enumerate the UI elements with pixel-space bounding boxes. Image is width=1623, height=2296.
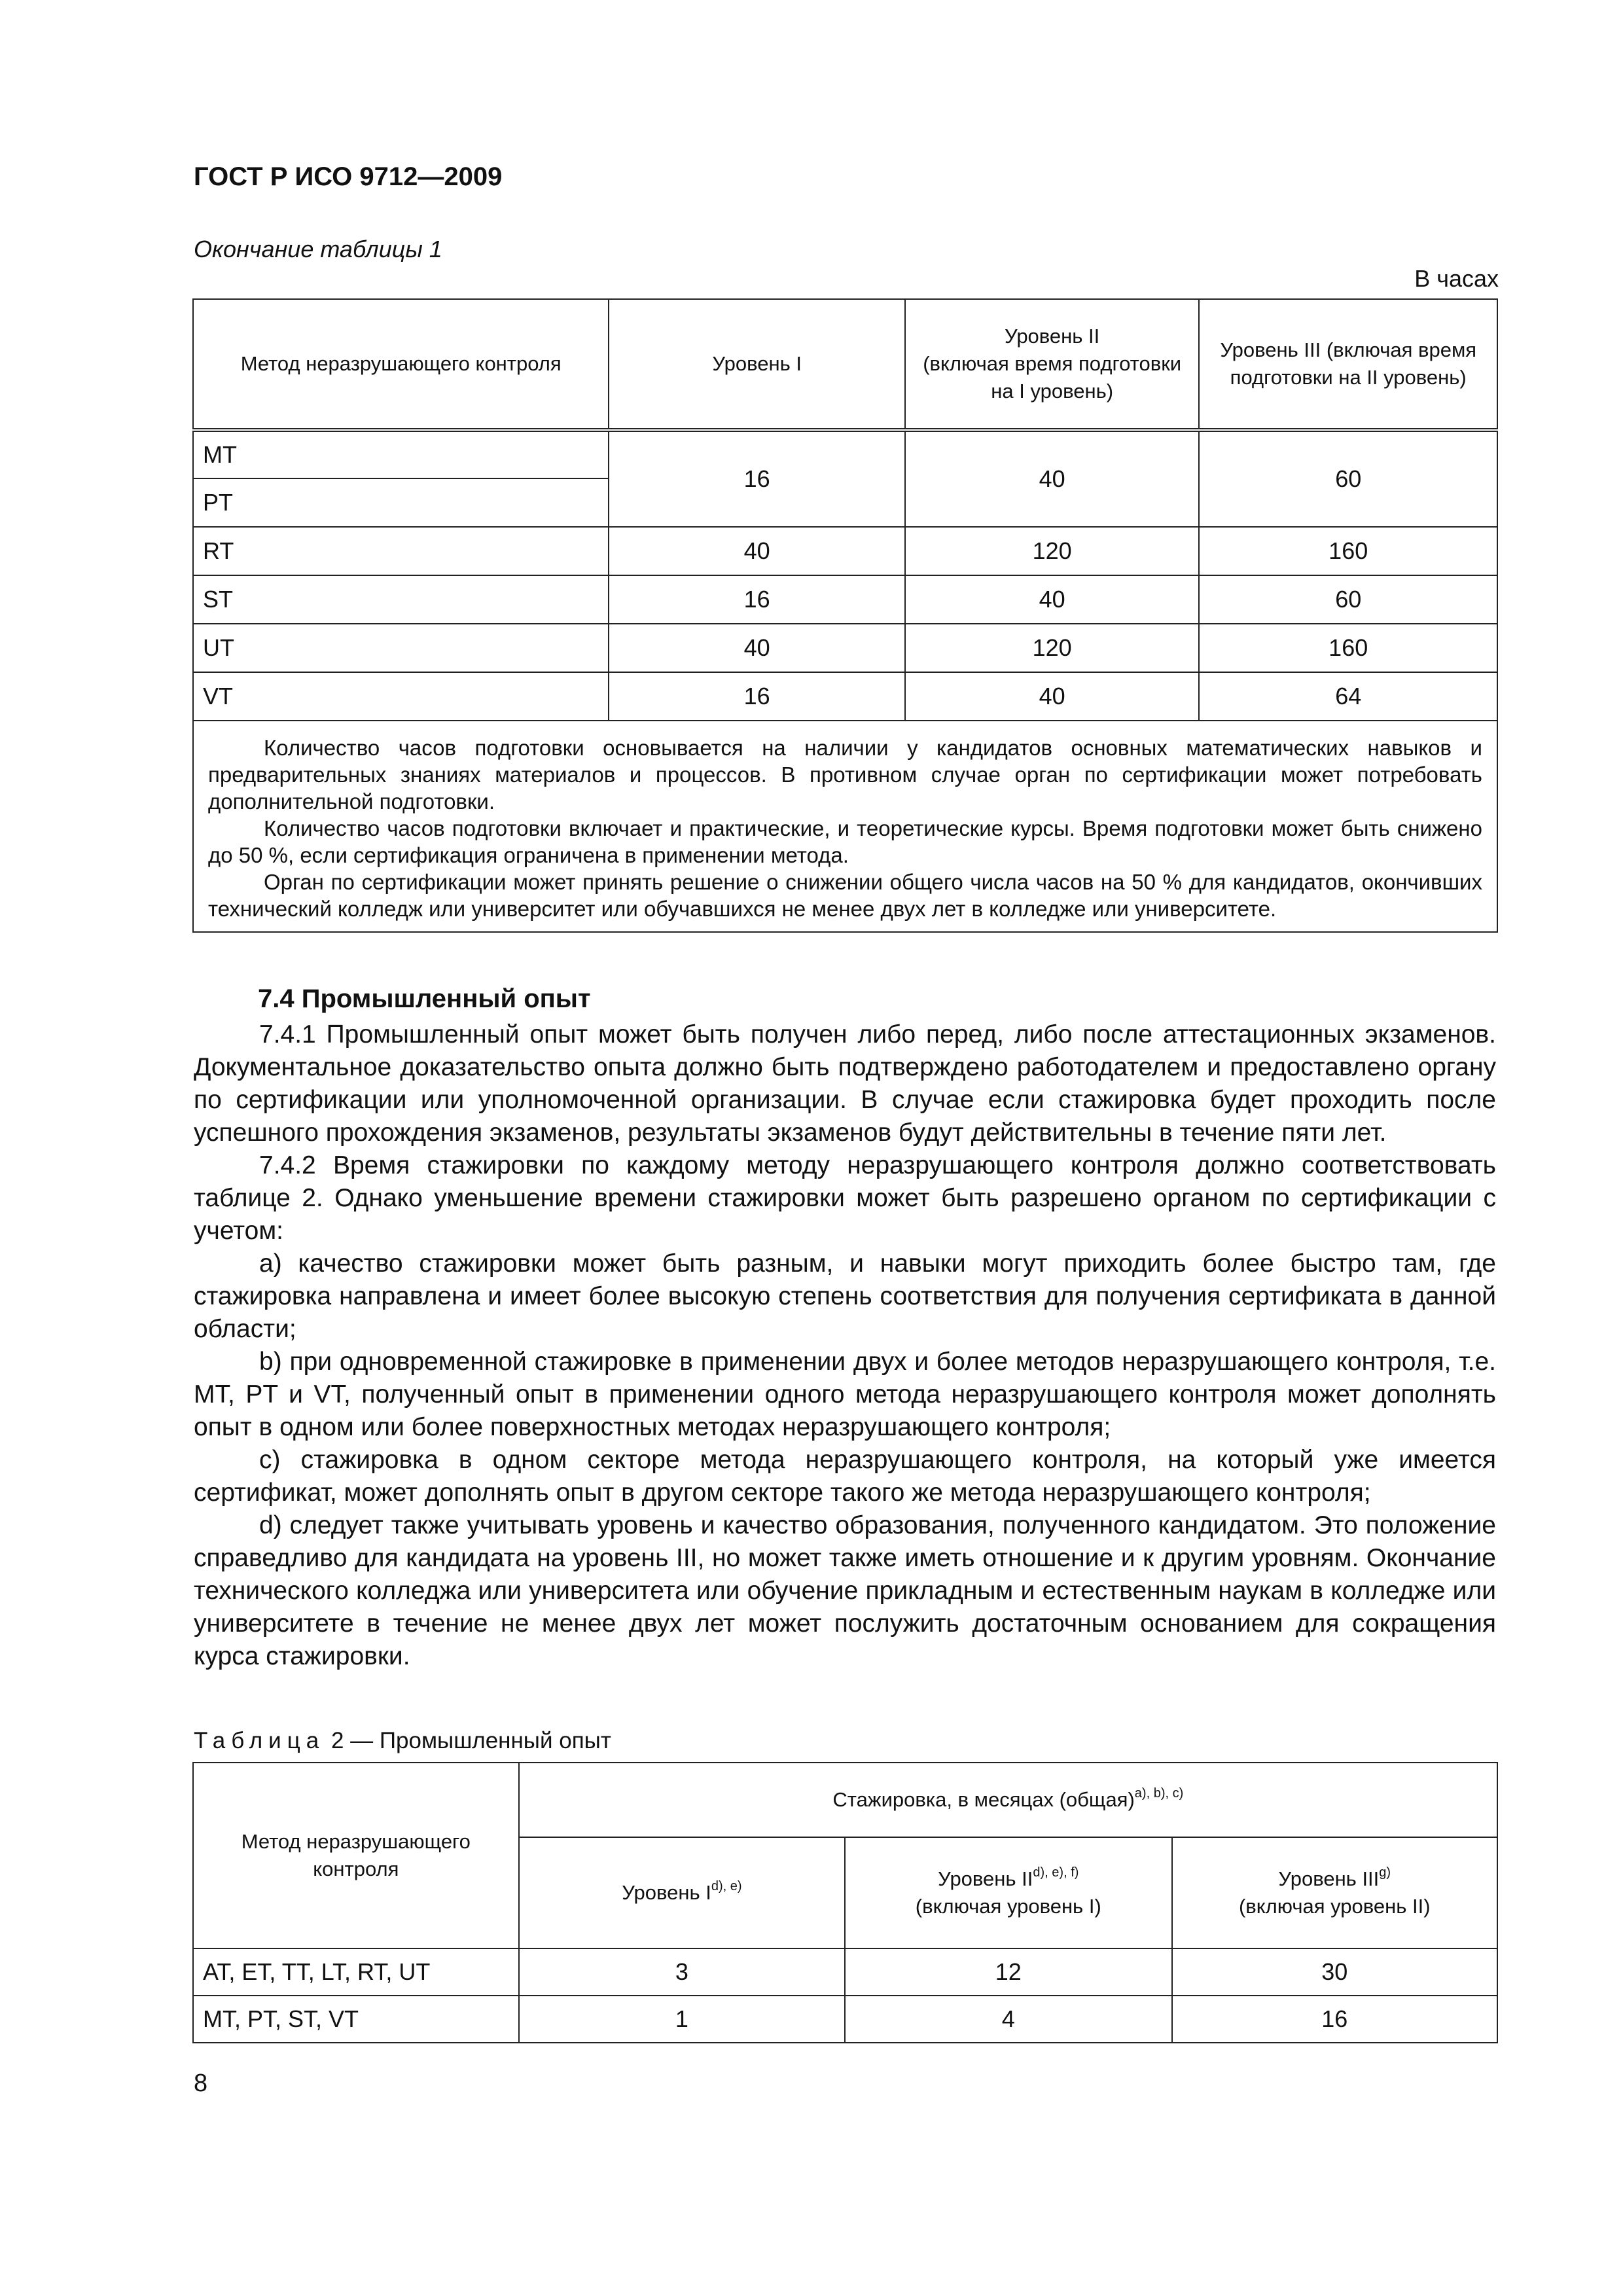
table-row <box>193 624 1497 672</box>
industrial-experience-table <box>192 1762 1498 2043</box>
table-row <box>193 430 1497 478</box>
table2-level3-cell: 16 <box>1172 1996 1497 2043</box>
table2-level2-cell: 12 <box>845 1948 1171 1996</box>
table1-level1-cell: 16 <box>609 672 904 721</box>
section-title: 7.4 Промышленный опыт <box>258 984 591 1013</box>
table1-level3-cell: 64 <box>1199 672 1497 721</box>
table1-method-cell: PT <box>193 478 609 527</box>
table-row <box>193 672 1497 721</box>
table1-header-row <box>193 299 1497 430</box>
footnote-ref: d), e) <box>711 1879 742 1893</box>
table2-header-level3-sub: (включая уровень II) <box>1238 1895 1431 1918</box>
table2-method-cell: AT, ET, TT, LT, RT, UT <box>193 1948 519 1996</box>
table1-level1-cell: 40 <box>609 527 904 575</box>
table1-level3-cell: 160 <box>1199 624 1497 672</box>
table2-header-group <box>519 1763 1497 1837</box>
footnote-ref: a), b), c) <box>1134 1786 1184 1801</box>
table2-level1-cell: 1 <box>519 1996 845 2043</box>
table1-level2-cell: 120 <box>905 527 1200 575</box>
paragraph: 7.4.2 Время стажировки по каждому методу неразрушающего контроля должно соответствовать таблице 2. Однако уменьшение времени стажировки может быть разрешено органом по сертификации с учетом: <box>194 1151 1496 1245</box>
training-hours-table <box>192 298 1498 933</box>
table1-notes <box>193 721 1497 932</box>
table1-level1-cell: 16 <box>609 575 904 624</box>
table-row <box>193 1996 1497 2043</box>
table1-method-cell: ST <box>193 575 609 624</box>
table1-level2-cell: 40 <box>905 672 1200 721</box>
table2-method-cell: MT, PT, ST, VT <box>193 1996 519 2043</box>
table2-caption-word: Таблица <box>194 1728 325 1753</box>
table1-level3-cell: 60 <box>1199 430 1497 527</box>
section-body <box>194 1018 1496 1673</box>
table1-notes-row <box>193 721 1497 932</box>
table1-method-cell: MT <box>193 430 609 478</box>
table1-units: В часах <box>1414 265 1499 292</box>
table1-method-cell: UT <box>193 624 609 672</box>
table2-header-level1 <box>519 1837 845 1948</box>
table2-caption-text: 2 — Промышленный опыт <box>330 1728 611 1753</box>
table1-continuation-label: Окончание таблицы 1 <box>194 236 442 262</box>
page-number: 8 <box>194 2070 208 2097</box>
table-row <box>193 1948 1497 1996</box>
table1-header-level1: Уровень I <box>609 299 904 430</box>
table2-header-level2-label: Уровень II <box>938 1867 1033 1890</box>
paragraph: 7.4.1 Промышленный опыт может быть получен либо перед, либо после аттестационных экзаменов. Документальное доказательство опыта должно быть подтверждено работодателем и предоставлено органу по сертификации или уполномоченной организации. В случае если стажировка будет проходить после успешного прохождения экзаменов, результаты экзаменов будут действительны в течение пяти лет. <box>194 1020 1496 1147</box>
table1-level3-cell: 60 <box>1199 575 1497 624</box>
table1-method-cell: VT <box>193 672 609 721</box>
table-row <box>193 527 1497 575</box>
list-item: a) качество стажировки может быть разным, и навыки могут приходить более быстро там, где стажировка направлена и имеет более высокую степень соответствия для получения сертификата в данной области; <box>194 1249 1496 1343</box>
document-header: ГОСТ Р ИСО 9712—2009 <box>194 162 503 191</box>
table1-method-cell: RT <box>193 527 609 575</box>
table1-header-level3-line1: Уровень III (включая время <box>1220 338 1477 361</box>
table1-header-method: Метод неразрушающего контроля <box>193 299 609 430</box>
table1-header-level2-line3: на I уровень) <box>991 380 1114 403</box>
footnote-ref: g) <box>1379 1865 1391 1880</box>
table1-note: Орган по сертификации может принять решение о снижении общего числа часов на 50 % для кандидатов, окончивших технический колледж или университет или обучавшихся не менее двух лет в колледже или университете. <box>208 870 1482 921</box>
table2-header-method-line1: Метод неразрушающего <box>241 1830 471 1853</box>
table1-level2-cell: 120 <box>905 624 1200 672</box>
list-item: c) стажировка в одном секторе метода неразрушающего контроля, на который уже имеется сертификат, может дополнять опыт в другом секторе такого же метода неразрушающего контроля; <box>194 1446 1496 1507</box>
table2-header-level3-label: Уровень III <box>1278 1867 1380 1890</box>
table2-level2-cell: 4 <box>845 1996 1171 2043</box>
table1-note: Количество часов подготовки основывается на наличии у кандидатов основных математических навыков и предварительных знаниях материалов и процессов. В противном случае орган по сертификации может потребовать дополнительной подготовки. <box>208 736 1482 814</box>
table-row <box>193 575 1497 624</box>
table2-header-level2 <box>845 1837 1171 1948</box>
list-item: d) следует также учитывать уровень и качество образования, полученного кандидатом. Это положение справедливо для кандидата на уровень III, но может также иметь отношение и к другим уровням. Окончание технического колледжа или университета или обучение прикладным и естественным наукам в колледже или университете в течение не менее двух лет может послужить достаточным основанием для сокращения курса стажировки. <box>194 1511 1496 1670</box>
table2-level1-cell: 3 <box>519 1948 845 1996</box>
table1-header-level2 <box>905 299 1200 430</box>
table1-header-level3 <box>1199 299 1497 430</box>
table2-header-method-line2: контроля <box>313 1857 399 1880</box>
list-item: b) при одновременной стажировке в применении двух и более методов неразрушающего контроля, т.е. MT, PT и VT, полученный опыт в применении одного метода неразрушающего контроля может дополнять опыт в одном или более поверхностных методах неразрушающего контроля; <box>194 1348 1496 1441</box>
table1-level1-cell: 40 <box>609 624 904 672</box>
table2-header-group-label: Стажировка, в месяцах (общая) <box>832 1788 1135 1811</box>
table1-level3-cell: 160 <box>1199 527 1497 575</box>
table2-caption <box>194 1728 611 1754</box>
table2-header-method <box>193 1763 519 1948</box>
table1-header-level2-line2: (включая время подготовки <box>923 352 1182 375</box>
footnote-ref: d), e), f) <box>1033 1865 1079 1880</box>
table1-header-level3-line2: подготовки на II уровень) <box>1230 366 1467 389</box>
table2-header-level1-label: Уровень I <box>622 1881 711 1904</box>
table2-header-level3 <box>1172 1837 1497 1948</box>
table1-note: Количество часов подготовки включает и практические, и теоретические курсы. Время подготовки может быть снижено до 50 %, если сертификация ограничена в применении метода. <box>208 816 1482 867</box>
table2-header-level3-line1 <box>1182 1865 1488 1893</box>
table2-header-row <box>193 1763 1497 1837</box>
table2-header-level2-line1 <box>855 1865 1162 1893</box>
table1-level2-cell: 40 <box>905 430 1200 527</box>
table1-level1-cell: 16 <box>609 430 904 527</box>
table1-level2-cell: 40 <box>905 575 1200 624</box>
table2-header-level2-sub: (включая уровень I) <box>915 1895 1101 1918</box>
table1-header-level2-line1: Уровень II <box>1005 325 1100 348</box>
table2-level3-cell: 30 <box>1172 1948 1497 1996</box>
